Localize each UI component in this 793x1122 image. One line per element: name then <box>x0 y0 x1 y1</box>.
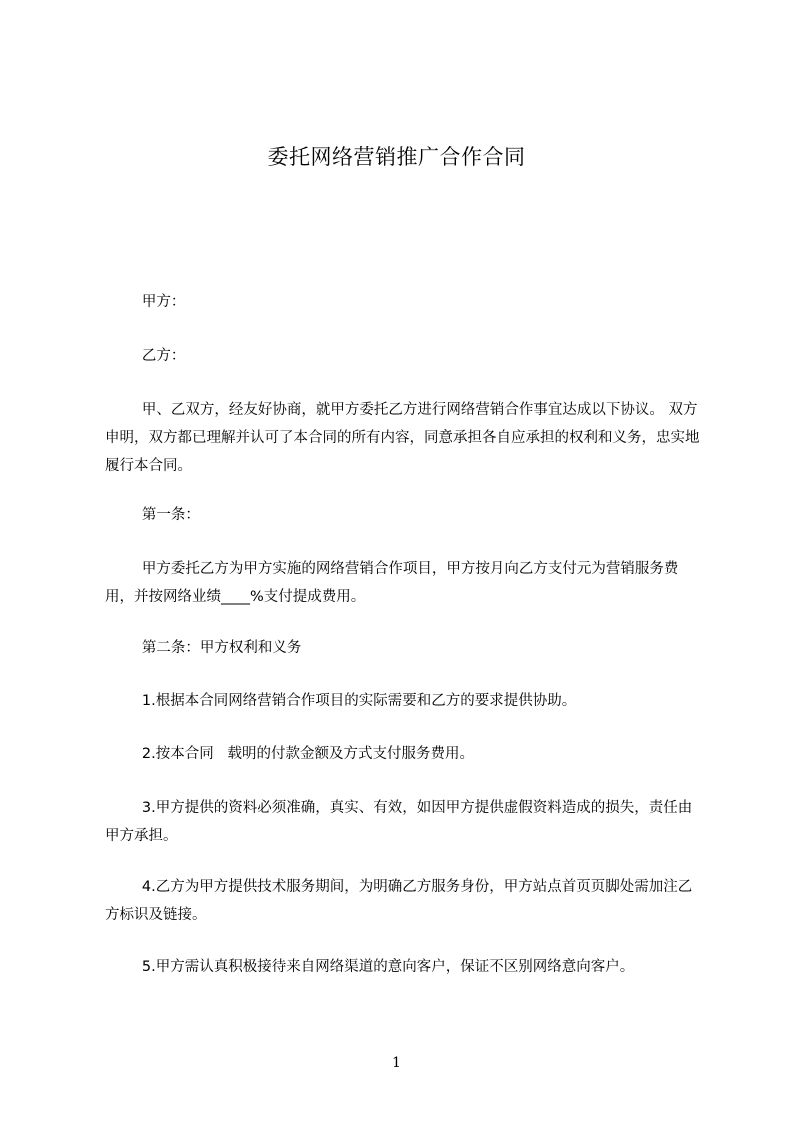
clause-2-2: 2.按本合同 载明的付款金额及方式支付服务费用。 <box>105 746 475 762</box>
article-1-heading: 第一条： <box>105 507 200 523</box>
page-number: 1 <box>392 1055 401 1071</box>
article-2-heading: 第二条：甲方权利和义务 <box>105 640 302 656</box>
party-a-line: 甲方： <box>105 294 186 310</box>
document-title: 委托网络营销推广合作合同 <box>267 145 526 169</box>
clause-2-3: 3.甲方提供的资料必须准确，真实、有效，如因甲方提供虚假资料造成的损失，责任由甲方承担。 <box>105 800 693 844</box>
clause-2-1: 1.根据本合同网络营销合作项目的实际需要和乙方的要求提供协助。 <box>105 693 577 709</box>
preamble-paragraph: 甲、乙双方，经友好协商，就甲方委托乙方进行网络营销合作事宜达成以下协议。 双方申明，双方都已理解并认可了本合同的所有内容，同意承担各自应承担的权利和义务，忠实地履行本合同。 <box>105 402 700 474</box>
party-b-line: 乙方： <box>105 348 186 364</box>
clause-2-4: 4.乙方为甲方提供技术服务期间，为明确乙方服务身份，甲方站点首页页脚处需加注乙方标识及链接。 <box>105 879 693 923</box>
article-1-body: 甲方委托乙方为甲方实施的网络营销合作项目，甲方按月向乙方支付元为营销服务费用，并按网络业绩____%支付提成费用。 <box>105 561 679 605</box>
clause-2-5: 5.甲方需认真积极接待来自网络渠道的意向客户，保证不区别网络意向客户。 <box>105 959 635 975</box>
